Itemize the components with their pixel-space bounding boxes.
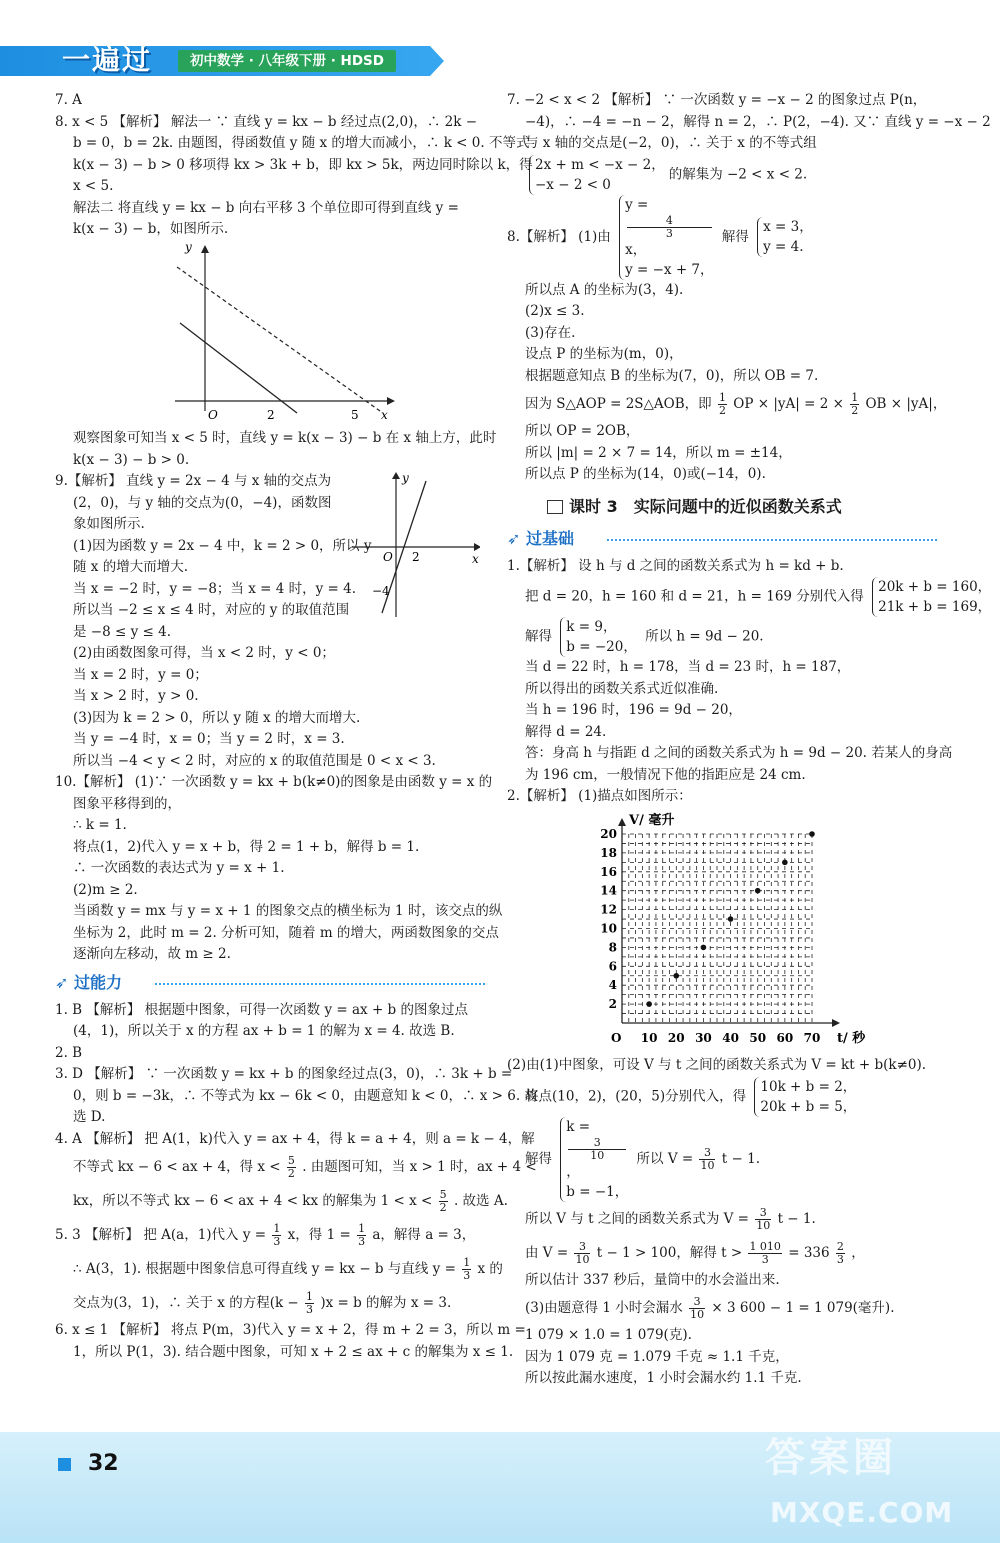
answer-line: 所以估计 337 秒后，量筒中的水会溢出来.: [525, 1271, 780, 1288]
y-axis-arrow: [392, 472, 400, 479]
text-part: (3)由题意得 1 小时会漏水: [525, 1300, 683, 1316]
equation: b = −1，: [566, 1183, 629, 1200]
answer-line: 4. A 【解析】 把 A(1，k)代入 y = ax + 4，得 k = a + 4，则 a = k − 4，解: [55, 1130, 535, 1147]
x-tick-label: 40: [722, 1030, 739, 1045]
answer-line: 所以当 −2 ≤ x ≤ 4 时，对应的 y 的取值范围: [73, 602, 350, 618]
answer-line: 图象平移得到的，: [73, 795, 181, 812]
section-heading: [507, 526, 947, 552]
text-part: 交点为(3，1)，∴ 关于 x 的方程(k −: [73, 1295, 299, 1311]
equation: k = 3 10 ，: [566, 1117, 628, 1182]
axis-label-x: x: [472, 552, 479, 566]
denominator: 3: [273, 1235, 281, 1248]
fraction: [357, 1223, 366, 1248]
answer-line: (1)因为函数 y = 2x − 4 中，k = 2 > 0，所以 y: [73, 537, 372, 554]
equation-system: [560, 617, 637, 657]
answer-line: 所以 |m| = 2 × 7 = 14，所以 m = ±14，: [525, 444, 792, 461]
equation-system: [754, 1077, 856, 1117]
answer-line: 7. A: [55, 92, 82, 108]
y-tick-label: 8: [608, 939, 617, 954]
fraction: [836, 1241, 845, 1266]
answer-line: 坐标为 2，此时 m = 2. 分析可知，随着 m 的增大，两函数图象的交点: [73, 924, 499, 941]
answer-line: [507, 1291, 947, 1325]
answer-line: 当 h = 196 时，196 = 9d − 20，: [525, 702, 742, 718]
denominator: 10: [590, 1148, 605, 1162]
equation-system: [757, 217, 813, 257]
fraction: [699, 1147, 715, 1172]
text-part: OP × |yA| = 2 ×: [733, 396, 844, 412]
fraction: [305, 1291, 314, 1316]
denominator: 10: [575, 1252, 590, 1266]
numerator: 3: [568, 1137, 626, 1150]
equation: 20k + b = 160，: [878, 579, 992, 595]
fraction: [462, 1257, 471, 1282]
answer-line: [55, 1150, 537, 1184]
answer-line: 7. −2 < x < 2 【解析】 ∵ 一次函数 y = −x − 2 的图象过点 P(n，: [507, 92, 927, 108]
text-part: 因为 S△AOP = 2S△AOB，即: [525, 396, 712, 412]
y-tick-label: 10: [600, 921, 617, 935]
text-part: kx，所以不等式 kx − 6 < ax + 4 < kx 的解集为 1 < x <: [73, 1193, 433, 1209]
answer-line: 1.【解析】 设 h 与 d 之间的函数关系式为 h = kd + b.: [507, 557, 844, 574]
answer-line: 当函数 y = mx 与 y = x + 1 的图象交点的横坐标为 1 时，该交点的纵: [73, 903, 503, 919]
text-part: . 故选 A.: [453, 1193, 508, 1209]
tick-label: 2: [267, 407, 275, 421]
numerator: 3: [574, 1241, 590, 1254]
section-divider: [155, 983, 485, 985]
text-part: t − 1.: [777, 1210, 816, 1227]
answer-line: ∴ 一次函数的表达式为 y = x + 1.: [73, 860, 285, 876]
equation-system: [560, 1117, 628, 1202]
equation: 10k + b = 2，: [760, 1078, 857, 1095]
answer-line: 所以点 A 的坐标为(3，4).: [525, 281, 684, 298]
answer-line: [507, 577, 992, 617]
answer-line: 根据题意知点 B 的坐标为(7，0)，所以 OB = 7.: [525, 367, 819, 384]
answer-line: [507, 1117, 947, 1202]
answer-line: (3)因为 k = 2 > 0，所以 y 随 x 的增大而增大.: [73, 709, 361, 726]
x-tick-label: 70: [803, 1030, 821, 1045]
text-part: × 3 600 − 1 = 1 079(毫升).: [711, 1300, 895, 1316]
text-part: 不等式 kx − 6 < ax + 4，得 x <: [73, 1159, 281, 1175]
y-tick-label: 4: [608, 977, 617, 992]
numerator: 1: [718, 391, 726, 404]
text-part: x 的: [477, 1261, 503, 1277]
tick-label: −4: [372, 584, 390, 598]
axis-label-x: x: [381, 407, 388, 421]
text-part: 5. 3 【解析】 把 A(a，1)代入 y =: [55, 1227, 267, 1243]
numerator: 5: [287, 1154, 295, 1167]
lesson-title: 课时 3 实际问题中的近似函数关系式: [569, 496, 842, 516]
answer-line: [507, 195, 947, 280]
scatter-chart: [507, 808, 947, 1048]
page-number: 32: [88, 1451, 119, 1476]
fraction: [748, 1241, 782, 1266]
equation: y = −x + 7，: [625, 261, 714, 278]
text-part: a，解得 a = 3，: [372, 1227, 476, 1243]
denominator: 3: [306, 1303, 314, 1316]
data-point: [673, 972, 679, 978]
numerator: 3: [755, 1207, 771, 1220]
answer-line: 是 −8 ≤ y ≤ 4.: [73, 623, 171, 640]
answer-line: 2.【解析】 (1)描点如图所示：: [507, 788, 692, 804]
fraction: [568, 1137, 626, 1162]
denominator: 3: [761, 1252, 769, 1266]
answer-line: [507, 617, 947, 657]
x-tick-label: 20: [667, 1030, 685, 1045]
x-tick-label: 60: [776, 1030, 794, 1045]
answer-line: [55, 1252, 503, 1286]
text-part: t − 1 > 100，解得 t >: [596, 1244, 743, 1261]
text-part: t − 1.: [721, 1150, 760, 1167]
y-tick-label: 6: [608, 958, 617, 973]
answer-line: 解得 d = 24.: [525, 723, 607, 740]
lesson-heading: [547, 492, 947, 522]
text-part: 将点(10，2)，(20，5)分别代入，得: [525, 1088, 747, 1104]
answer-line: (2)由函数图象可得，当 x < 2 时，y < 0；: [73, 645, 335, 661]
numerator: 1: [463, 1256, 471, 1269]
left-column: [55, 90, 538, 1363]
denominator: 3: [358, 1235, 366, 1248]
text-part: 解得: [525, 628, 552, 645]
numerator: 1: [273, 1222, 281, 1235]
data-point: [646, 1001, 652, 1007]
answer-line: 观察图象可知当 x < 5 时，直线 y = k(x − 3) − b 在 x 轴上方，此时: [73, 430, 497, 446]
section-heading: [55, 970, 495, 996]
numerator: 1: [306, 1290, 314, 1303]
text-part: 解得: [721, 228, 749, 245]
fraction: [574, 1241, 590, 1266]
equation: 20k + b = 5，: [760, 1098, 857, 1115]
brand-logo: 一遍过: [62, 43, 153, 76]
answer-line: 1 079 × 1.0 = 1 079(克).: [525, 1327, 692, 1343]
equation: 21k + b = 169，: [878, 599, 992, 615]
equation: −x − 2 < 0: [535, 176, 611, 193]
answer-line: (2，0)，与 y 轴的交点为(0，−4)，函数图: [73, 494, 332, 511]
equation: [625, 195, 713, 260]
answer-line: 当 x = −2 时，y = −8；当 x = 4 时，y = 4.: [73, 580, 356, 597]
answer-line: (2)x ≤ 3.: [525, 303, 585, 319]
answer-line: 将点(1，2)代入 y = x + b，得 2 = 1 + b，解得 b = 1.: [73, 838, 420, 855]
numerator: 1: [358, 1222, 366, 1235]
denominator: 2: [439, 1201, 447, 1214]
denominator: 2: [287, 1167, 295, 1180]
section-icon: ➶: [55, 972, 74, 992]
answer-line: x < 5.: [73, 178, 114, 194]
answer-line: 1. B 【解析】 根据题中图象，可得一次函数 y = ax + b 的图象过点: [55, 1001, 468, 1018]
answer-line: 为 196 cm，一般情况下他的指距应是 24 cm.: [525, 766, 806, 783]
answer-line: [55, 1218, 495, 1252]
numerator: 2: [836, 1239, 844, 1253]
equation: 2x + m < −x − 2，: [535, 156, 665, 173]
graph-line-shift: [55, 241, 495, 421]
answer-line: [507, 1202, 947, 1236]
answer-line: 当 x > 2 时，y > 0.: [73, 688, 199, 704]
numerator: 4: [627, 215, 711, 228]
text-part: 8.【解析】 (1)由: [507, 228, 611, 245]
answer-line: 所以按此漏水速度，1 小时会漏水约 1.1 千克.: [525, 1370, 802, 1386]
answer-line: 3. D 【解析】 ∵ 一次函数 y = kx + b 的图象经过点(3，0)，∴ 3k + b =: [55, 1066, 513, 1082]
right-column: [507, 90, 992, 1390]
answer-line: [55, 1184, 508, 1218]
denominator: 2: [718, 404, 726, 417]
numerator: 1 010: [749, 1239, 781, 1253]
y-tick-label: 14: [600, 883, 617, 898]
equation: x = 3，: [763, 219, 813, 235]
answer-line: 所以 OP = 2OB，: [525, 423, 640, 439]
line-original: [180, 323, 297, 413]
text-part: 所以 V =: [636, 1150, 694, 1167]
answer-line: 8. x < 5 【解析】 解法一 ∵ 直线 y = kx − b 经过点(2,0)，∴ 2k −: [55, 113, 478, 130]
text-part: . 由题图可知，当 x > 1 时，ax + 4 <: [302, 1159, 537, 1175]
text-part: 所以 h = 9d − 20.: [645, 628, 764, 645]
answer-line: b = 0，b = 2k. 由题图，得函数值 y 随 x 的增大而减小，∴ k < 0. 不等式: [73, 135, 530, 151]
answer-line: 0，则 b = −3k，∴ 不等式为 kx − 6k < 0，由题意知 k < 0，∴ x > 6. 故: [73, 1087, 538, 1104]
tick-label: 5: [351, 407, 359, 421]
answer-line: 1，所以 P(1，3). 结合题中图象，可知 x + 2 ≤ ax + c 的解集为 x ≤ 1.: [73, 1343, 514, 1360]
y-tick-label: 18: [600, 845, 617, 860]
answer-line: 逐渐向左移动，故 m ≥ 2.: [73, 946, 231, 962]
answer-line: −4)，∴ −4 = −n − 2，解得 n = 2，∴ P(2，−4). 又∵ 直线 y = −x − 2: [525, 113, 991, 130]
axis-label-y: V/ 毫升: [629, 812, 675, 828]
y-axis-arrow: [618, 818, 626, 826]
answer-line: 当 x = 2 时，y = 0；: [73, 666, 208, 683]
text-part: = 336: [788, 1244, 830, 1261]
y-tick-label: 20: [600, 826, 617, 841]
denominator: 2: [851, 404, 859, 417]
text-part: x，得 1 =: [287, 1227, 351, 1243]
fraction: [850, 392, 859, 417]
answer-line: [507, 155, 947, 195]
numerator: 5: [439, 1188, 447, 1201]
answer-line: 选 D.: [73, 1109, 106, 1125]
y-tick-label: 12: [600, 902, 617, 917]
answer-line: [55, 1286, 495, 1320]
subject-label: 初中数学 · 八年级下册 · HDSD: [178, 50, 396, 72]
fraction: [439, 1189, 448, 1214]
fraction: [627, 215, 711, 240]
fraction: [755, 1207, 771, 1232]
page-number-marker: [58, 1458, 71, 1471]
answer-line: ∴ k = 1.: [73, 817, 127, 833]
answer-line: k(x − 3) − b > 0.: [73, 451, 190, 468]
data-point: [728, 916, 734, 922]
answer-line: [507, 1077, 947, 1117]
denominator: 3: [665, 226, 673, 240]
answer-line: [507, 387, 947, 421]
answer-line: 答：身高 h 与指距 d 之间的函数关系式为 h = 9d − 20. 若某人的身高: [525, 745, 953, 761]
section-title: 过能力: [73, 972, 122, 992]
text-part: x，: [625, 241, 647, 258]
equation-system: [872, 577, 991, 617]
origin-label: O: [611, 1030, 622, 1045]
section-divider: [607, 539, 937, 541]
origin-label: O: [208, 407, 218, 421]
watermark-logo: 答案圈: [765, 1435, 897, 1481]
text-part: 解得: [525, 1150, 552, 1167]
answer-line: 象如图所示.: [73, 516, 145, 532]
x-tick-label: 50: [749, 1030, 767, 1045]
numerator: 3: [699, 1147, 715, 1160]
answer-line: 设点 P 的坐标为(m，0)，: [525, 346, 683, 362]
x-tick-label: 30: [695, 1030, 712, 1045]
denominator: 3: [463, 1269, 471, 1282]
answer-line: 所以当 −4 < y < 2 时，对应的 x 的取值范围是 0 < x < 3.: [73, 752, 436, 769]
equation-system: [619, 195, 713, 280]
data-point: [755, 887, 761, 893]
axis-label-y: y: [185, 240, 192, 254]
y-tick-label: 2: [608, 996, 617, 1011]
tick-label: 2: [412, 550, 420, 564]
equation: y = 4.: [763, 239, 804, 255]
answer-line: 因为 1 079 克 = 1.079 千克 ≈ 1.1 千克，: [525, 1348, 789, 1365]
denominator: 10: [756, 1218, 771, 1232]
x-axis-arrow: [387, 397, 395, 405]
text-part: ∴ A(3，1). 根据题中图象信息可得直线 y = kx − b 与直线 y =: [73, 1261, 456, 1277]
answer-line: 所以得出的函数关系式近似准确.: [525, 680, 719, 697]
answer-line: 9.【解析】 直线 y = 2x − 4 与 x 轴的交点为: [55, 473, 332, 489]
page-header: [0, 0, 1000, 80]
equation: b = −20，: [566, 639, 637, 655]
answer-line: 随 x 的增大而增大.: [73, 559, 188, 575]
numerator: 1: [851, 391, 859, 404]
answer-line: (4，1)，所以关于 x 的方程 ax + b = 1 的解为 x = 4. 故选 B.: [73, 1023, 455, 1039]
text-part: 的解集为 −2 < x < 2.: [668, 166, 808, 182]
answer-line: 当 y = −4 时，x = 0；当 y = 2 时，x = 3.: [73, 731, 345, 747]
y-tick-label: 16: [600, 864, 617, 879]
watermark-url: MXQE.COM: [770, 1496, 954, 1529]
answer-line: 10.【解析】 (1)∵ 一次函数 y = kx + b(k≠0)的图象是由函数 y = x 的: [55, 774, 493, 790]
denominator: 3: [836, 1252, 844, 1266]
denominator: 10: [700, 1158, 715, 1172]
answer-line: (2)由(1)中图象，可设 V 与 t 之间的函数关系式为 V = kt + b(k≠0).: [507, 1057, 927, 1073]
denominator: 10: [690, 1308, 705, 1321]
axis-label-x: t/ 秒: [837, 1030, 866, 1046]
answer-line: (3)存在.: [525, 324, 576, 341]
equation: k = 9，: [566, 619, 617, 635]
graph-q9: [350, 471, 480, 621]
answer-line: [507, 1236, 947, 1270]
data-point: [782, 859, 788, 865]
text-part: y =: [625, 196, 649, 213]
axis-label-y: y: [402, 471, 409, 485]
x-tick-label: 10: [640, 1030, 658, 1045]
answer-line: (2)m ≥ 2.: [73, 881, 138, 898]
answer-line: 解法二 将直线 y = kx − b 向右平移 3 个单位即可得到直线 y =: [73, 199, 459, 216]
answer-line: 当 d = 22 时，h = 178，当 d = 23 时，h = 187，: [525, 659, 851, 675]
text-part: 把 d = 20，h = 160 和 d = 21，h = 169 分别代入得: [525, 588, 864, 605]
text-part: 所以 V 与 t 之间的函数关系式为 V =: [525, 1210, 749, 1227]
section-title: 过基础: [525, 528, 574, 548]
q9-block: [55, 471, 495, 772]
x-axis-arrow: [474, 543, 480, 551]
text-part: ，: [851, 1244, 865, 1261]
numerator: 3: [689, 1296, 705, 1309]
answer-line: 与 x 轴的交点是(−2，0)，∴ 关于 x 的不等式组: [525, 135, 817, 151]
line-shifted: [177, 267, 380, 411]
section-icon: ➶: [507, 528, 526, 548]
data-point: [701, 944, 707, 950]
answer-line: 所以点 P 的坐标为(14，0)或(−14，0).: [525, 466, 766, 482]
fraction: [287, 1155, 296, 1180]
answer-line: 2. B: [55, 1044, 83, 1061]
text-part: )x = b 的解为 x = 3.: [320, 1295, 452, 1311]
answer-line: k(x − 3) − b，如图所示.: [73, 221, 229, 237]
origin-label: O: [383, 550, 393, 564]
text-part: OB × |yA|，: [865, 396, 947, 412]
y-axis-arrow: [201, 245, 209, 253]
equation-system: [529, 155, 665, 195]
fraction: [272, 1223, 281, 1248]
lesson-icon: [547, 500, 563, 514]
fraction: [689, 1296, 705, 1321]
answer-line: k(x − 3) − b > 0 移项得 kx > 3k + b，即 kx > 5k，两边同时除以 k，得: [73, 156, 533, 173]
text-part: 由 V =: [525, 1244, 569, 1261]
data-point: [809, 831, 815, 837]
answer-line: 6. x ≤ 1 【解析】 将点 P(m，3)代入 y = x + 2，得 m + 2 = 3，所以 m =: [55, 1322, 526, 1338]
fraction: [718, 392, 727, 417]
x-axis-arrow: [832, 1019, 840, 1027]
